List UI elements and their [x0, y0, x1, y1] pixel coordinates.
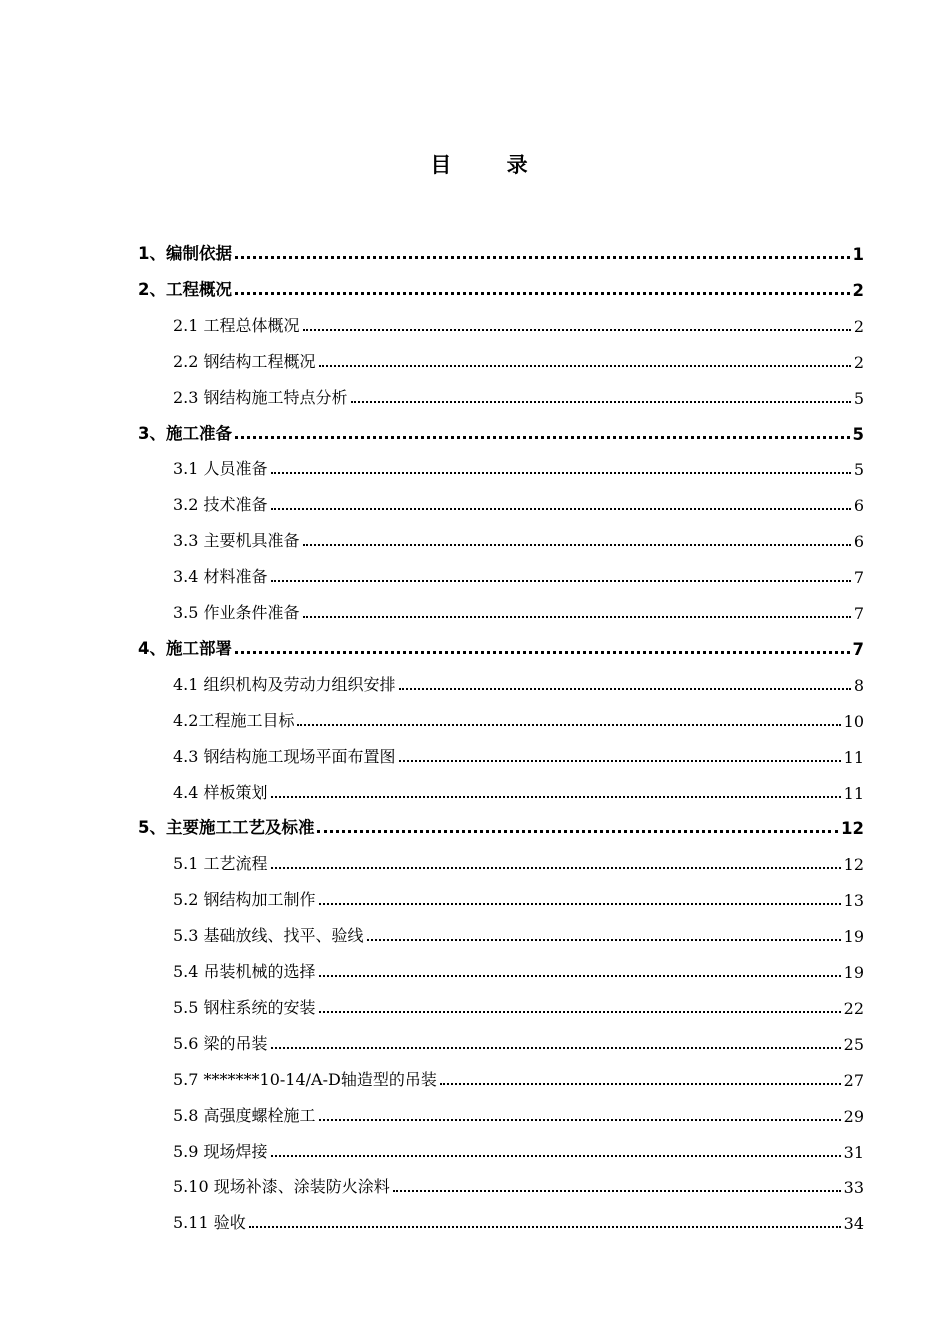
toc-chapter-entry[interactable] [138, 810, 864, 840]
toc-entry-label: 5.5 钢柱系统的安装 [173, 997, 316, 1017]
toc-dot-leader [317, 830, 838, 833]
toc-section-entry[interactable] [173, 990, 864, 1020]
toc-entry-label: 5.2 钢结构加工制作 [173, 890, 316, 910]
toc-entry-page-number: 11 [843, 747, 864, 767]
toc-section-entry[interactable] [173, 918, 864, 948]
toc-entry-label: 1、编制依据 [138, 244, 232, 263]
toc-dot-leader [271, 580, 851, 582]
toc-entry-page-number: 33 [843, 1178, 864, 1198]
toc-entry-label: 2.3 钢结构施工特点分析 [173, 387, 348, 407]
toc-entry-label: 5.11 验收 [173, 1213, 246, 1233]
toc-section-entry[interactable] [173, 1169, 864, 1199]
toc-dot-leader [271, 472, 851, 474]
toc-entry-label: 5.1 工艺流程 [173, 854, 268, 874]
toc-entry-label: 5、主要施工工艺及标准 [138, 818, 315, 838]
toc-section-entry[interactable] [173, 559, 864, 589]
toc-dot-leader [271, 508, 851, 510]
toc-entry-label: 4.1 组织机构及劳动力组织安排 [173, 674, 396, 694]
toc-entry-label: 4.4 样板策划 [173, 782, 268, 802]
toc-dot-leader [297, 724, 840, 726]
toc-entry-page-number: 8 [853, 675, 864, 695]
toc-dot-leader [440, 1083, 841, 1085]
toc-entry-label: 4.2工程施工目标 [173, 710, 295, 730]
toc-entry-page-number: 1 [852, 245, 864, 264]
toc-section-entry[interactable] [173, 1062, 864, 1092]
toc-entry-page-number: 11 [843, 783, 864, 803]
toc-entry-page-number: 2 [852, 280, 864, 300]
toc-dot-leader [399, 760, 841, 762]
toc-section-entry[interactable] [173, 451, 864, 481]
toc-entry-page-number: 31 [843, 1142, 864, 1162]
toc-section-entry[interactable] [173, 595, 864, 625]
toc-dot-leader [303, 616, 851, 618]
toc-entry-page-number: 10 [843, 711, 864, 731]
toc-section-entry[interactable] [173, 739, 864, 769]
toc-entry-label: 3.4 材料准备 [173, 567, 268, 587]
toc-section-entry[interactable] [173, 882, 864, 912]
toc-entry-label: 3.2 技术准备 [173, 495, 268, 515]
toc-entry-page-number: 13 [843, 891, 864, 911]
toc-entry-label: 5.4 吊装机械的选择 [173, 962, 316, 981]
toc-entry-page-number: 27 [843, 1070, 864, 1090]
toc-entry-label: 4.3 钢结构施工现场平面布置图 [173, 746, 396, 766]
toc-chapter-entry[interactable] [138, 236, 864, 266]
toc-dot-leader [319, 1119, 841, 1121]
toc-entry-page-number: 5 [853, 388, 864, 408]
toc-dot-leader [235, 436, 850, 439]
toc-entry-page-number: 12 [841, 819, 864, 839]
toc-entry-label: 2.1 工程总体概况 [173, 315, 300, 335]
toc-entry-page-number: 6 [853, 532, 864, 552]
toc-entry-page-number: 12 [843, 855, 864, 875]
toc-dot-leader [319, 903, 841, 905]
toc-section-entry[interactable] [173, 954, 864, 984]
toc-entry-label: 3.3 主要机具准备 [173, 531, 300, 551]
toc-section-entry[interactable] [173, 380, 864, 410]
toc-section-entry[interactable] [173, 846, 864, 876]
toc-dot-leader [271, 1155, 841, 1157]
toc-section-entry[interactable] [173, 1098, 864, 1128]
toc-entry-page-number: 7 [852, 639, 864, 659]
toc-dot-leader [319, 365, 851, 367]
toc-chapter-entry[interactable] [138, 272, 864, 302]
toc-entry-label: 4、施工部署 [138, 638, 232, 658]
toc-section-entry[interactable] [173, 775, 864, 805]
toc-dot-leader [303, 329, 851, 331]
toc-entry-label: 3.1 人员准备 [173, 459, 268, 479]
toc-chapter-entry[interactable] [138, 416, 864, 446]
toc-dot-leader [399, 688, 851, 690]
toc-dot-leader [351, 401, 851, 403]
toc-entry-label: 5.3 基础放线、找平、验线 [173, 926, 364, 946]
toc-entry-page-number: 7 [853, 568, 864, 588]
toc-entry-page-number: 6 [853, 496, 864, 516]
toc-dot-leader [303, 544, 851, 546]
toc-dot-leader [249, 1226, 841, 1228]
toc-entry-page-number: 7 [853, 604, 864, 623]
toc-entry-label: 5.9 现场焊接 [173, 1141, 268, 1161]
toc-entry-label: 3、施工准备 [138, 423, 232, 443]
toc-entry-label: 5.6 梁的吊装 [173, 1033, 268, 1053]
toc-entry-page-number: 19 [843, 963, 864, 982]
toc-dot-leader [271, 1047, 841, 1049]
toc-entry-page-number: 25 [843, 1034, 864, 1054]
toc-dot-leader [393, 1190, 841, 1192]
toc-dot-leader [271, 867, 841, 869]
toc-entry-label: 5.10 现场补漆、涂装防火涂料 [173, 1177, 390, 1197]
toc-entry-label: 5.8 高强度螺栓施工 [173, 1105, 316, 1125]
toc-section-entry[interactable] [173, 1134, 864, 1164]
toc-dot-leader [235, 651, 850, 654]
toc-title: 目 录 [430, 153, 552, 177]
toc-entry-page-number: 5 [853, 460, 864, 480]
toc-dot-leader [319, 975, 841, 977]
toc-section-entry[interactable] [173, 487, 864, 517]
toc-entry-page-number: 2 [853, 316, 864, 336]
toc-section-entry[interactable] [173, 1026, 864, 1056]
toc-entry-page-number: 22 [843, 998, 864, 1018]
toc-entry-label: 2.2 钢结构工程概况 [173, 351, 316, 371]
toc-entry-page-number: 5 [852, 424, 864, 444]
toc-dot-leader [319, 1011, 841, 1013]
toc-dot-leader [235, 292, 850, 295]
toc-entry-label: 3.5 作业条件准备 [173, 603, 300, 622]
toc-section-entry[interactable] [173, 667, 864, 697]
toc-section-entry[interactable] [173, 703, 864, 733]
toc-dot-leader [367, 939, 841, 941]
toc-section-entry[interactable] [173, 344, 864, 374]
toc-chapter-entry[interactable] [138, 631, 864, 661]
toc-section-entry[interactable] [173, 308, 864, 338]
toc-entry-page-number: 29 [843, 1106, 864, 1126]
toc-entry-page-number: 34 [843, 1214, 864, 1234]
toc-section-entry[interactable] [173, 1205, 864, 1235]
toc-dot-leader [235, 256, 850, 259]
toc-dot-leader [271, 796, 841, 798]
toc-entry-label: 5.7 *******10-14/A-D轴造型的吊装 [173, 1069, 437, 1089]
toc-entry-page-number: 19 [843, 927, 864, 947]
toc-entry-page-number: 2 [853, 352, 864, 372]
toc-entry-label: 2、工程概况 [138, 279, 232, 299]
toc-section-entry[interactable] [173, 523, 864, 553]
